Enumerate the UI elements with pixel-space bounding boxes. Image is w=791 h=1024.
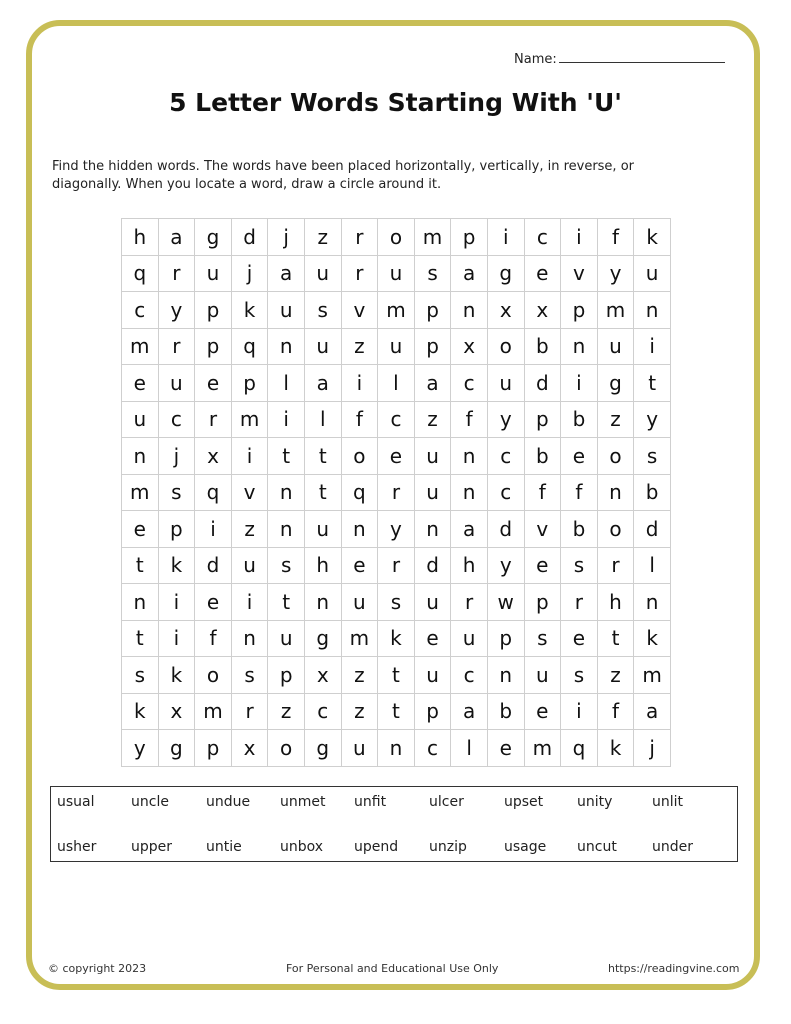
grid-cell[interactable]: g: [304, 730, 341, 767]
grid-cell[interactable]: t: [378, 657, 415, 694]
grid-cell[interactable]: u: [414, 657, 451, 694]
grid-cell[interactable]: b: [634, 474, 671, 511]
grid-cell[interactable]: n: [304, 584, 341, 621]
grid-cell[interactable]: l: [268, 365, 305, 402]
grid-cell[interactable]: e: [414, 620, 451, 657]
grid-cell[interactable]: i: [268, 401, 305, 438]
grid-cell[interactable]: f: [561, 474, 598, 511]
grid-cell[interactable]: u: [158, 365, 195, 402]
grid-cell[interactable]: y: [634, 401, 671, 438]
grid-row: [122, 219, 671, 256]
grid-cell[interactable]: r: [341, 255, 378, 292]
grid-cell[interactable]: k: [597, 730, 634, 767]
grid-cell[interactable]: g: [158, 730, 195, 767]
grid-cell[interactable]: p: [158, 511, 195, 548]
grid-cell[interactable]: e: [524, 255, 561, 292]
grid-cell[interactable]: i: [561, 219, 598, 256]
grid-cell[interactable]: u: [634, 255, 671, 292]
grid-cell[interactable]: y: [378, 511, 415, 548]
grid-cell[interactable]: e: [341, 547, 378, 584]
grid-cell[interactable]: v: [561, 255, 598, 292]
grid-cell[interactable]: e: [487, 730, 524, 767]
grid-cell[interactable]: m: [634, 657, 671, 694]
word-list-item: unmet: [280, 794, 326, 810]
grid-cell[interactable]: m: [597, 292, 634, 329]
grid-cell[interactable]: f: [195, 620, 232, 657]
grid-cell[interactable]: k: [634, 219, 671, 256]
grid-cell[interactable]: s: [378, 584, 415, 621]
grid-cell[interactable]: o: [268, 730, 305, 767]
grid-cell[interactable]: n: [341, 511, 378, 548]
grid-cell[interactable]: n: [451, 438, 488, 475]
grid-cell[interactable]: z: [304, 219, 341, 256]
grid-cell[interactable]: x: [451, 328, 488, 365]
grid-cell[interactable]: u: [414, 584, 451, 621]
grid-cell[interactable]: q: [195, 474, 232, 511]
name-blank: [559, 50, 725, 63]
grid-cell[interactable]: z: [341, 693, 378, 730]
instructions: Find the hidden words. The words have been placed horizontally, vertically, in reverse, or diagonally. When you locate a word, draw a circle around it.: [52, 159, 634, 192]
grid-cell[interactable]: u: [341, 584, 378, 621]
grid-row: [122, 328, 671, 365]
grid-cell[interactable]: t: [304, 438, 341, 475]
grid-cell[interactable]: n: [122, 584, 159, 621]
grid-cell[interactable]: n: [231, 620, 268, 657]
grid-row: [122, 547, 671, 584]
grid-cell[interactable]: o: [195, 657, 232, 694]
grid-cell[interactable]: p: [414, 328, 451, 365]
word-list-item: usher: [57, 839, 97, 855]
grid-cell[interactable]: n: [268, 328, 305, 365]
grid-cell[interactable]: r: [158, 255, 195, 292]
footer-website[interactable]: https://readingvine.com: [608, 962, 740, 975]
grid-cell[interactable]: d: [634, 511, 671, 548]
grid-cell[interactable]: u: [378, 255, 415, 292]
grid-cell[interactable]: h: [451, 547, 488, 584]
word-list-item: unbox: [280, 839, 324, 855]
grid-cell[interactable]: f: [341, 401, 378, 438]
grid-cell[interactable]: l: [634, 547, 671, 584]
grid-cell[interactable]: y: [597, 255, 634, 292]
grid-cell[interactable]: z: [231, 511, 268, 548]
grid-cell[interactable]: e: [122, 365, 159, 402]
grid-cell[interactable]: q: [231, 328, 268, 365]
grid-cell[interactable]: a: [158, 219, 195, 256]
grid-cell[interactable]: c: [487, 438, 524, 475]
grid-cell[interactable]: n: [597, 474, 634, 511]
word-list-item: upper: [131, 839, 173, 855]
grid-cell[interactable]: s: [304, 292, 341, 329]
grid-cell[interactable]: t: [378, 693, 415, 730]
grid-cell[interactable]: n: [634, 292, 671, 329]
grid-cell[interactable]: i: [195, 511, 232, 548]
grid-row: [122, 693, 671, 730]
grid-cell[interactable]: p: [524, 401, 561, 438]
grid-row: [122, 584, 671, 621]
grid-cell[interactable]: l: [451, 730, 488, 767]
grid-cell[interactable]: e: [195, 584, 232, 621]
grid-cell[interactable]: z: [341, 328, 378, 365]
grid-cell[interactable]: u: [378, 328, 415, 365]
grid-cell[interactable]: w: [487, 584, 524, 621]
word-list-item: unlit: [652, 794, 684, 810]
word-list-item: upset: [504, 794, 544, 810]
word-search-grid: [121, 218, 671, 767]
grid-cell[interactable]: g: [487, 255, 524, 292]
grid-cell[interactable]: y: [122, 730, 159, 767]
grid-cell[interactable]: n: [487, 657, 524, 694]
word-list-item: usual: [57, 794, 95, 810]
grid-cell[interactable]: k: [634, 620, 671, 657]
grid-cell[interactable]: z: [268, 693, 305, 730]
grid-cell[interactable]: u: [304, 511, 341, 548]
word-list-item: under: [652, 839, 694, 855]
grid-cell[interactable]: n: [122, 438, 159, 475]
grid-cell[interactable]: i: [487, 219, 524, 256]
grid-cell[interactable]: i: [158, 620, 195, 657]
grid-cell[interactable]: b: [561, 401, 598, 438]
word-list-item: uncle: [131, 794, 169, 810]
grid-cell[interactable]: z: [341, 657, 378, 694]
grid-cell[interactable]: i: [561, 693, 598, 730]
grid-cell[interactable]: b: [524, 438, 561, 475]
grid-cell[interactable]: m: [122, 474, 159, 511]
grid-cell[interactable]: a: [451, 511, 488, 548]
grid-cell[interactable]: k: [122, 693, 159, 730]
grid-cell[interactable]: a: [451, 255, 488, 292]
grid-cell[interactable]: x: [524, 292, 561, 329]
grid-cell[interactable]: f: [524, 474, 561, 511]
grid-cell[interactable]: r: [195, 401, 232, 438]
grid-cell[interactable]: p: [195, 292, 232, 329]
grid-cell[interactable]: r: [158, 328, 195, 365]
grid-cell[interactable]: m: [378, 292, 415, 329]
grid-cell[interactable]: t: [268, 584, 305, 621]
word-list-item: unity: [577, 794, 613, 810]
grid-cell[interactable]: r: [378, 474, 415, 511]
grid-cell[interactable]: u: [195, 255, 232, 292]
grid-cell[interactable]: i: [231, 584, 268, 621]
grid-cell[interactable]: p: [451, 219, 488, 256]
word-list-item: untie: [206, 839, 242, 855]
grid-cell[interactable]: d: [487, 511, 524, 548]
grid-cell[interactable]: t: [304, 474, 341, 511]
grid-cell[interactable]: f: [597, 219, 634, 256]
grid-cell[interactable]: u: [122, 401, 159, 438]
grid-cell[interactable]: q: [341, 474, 378, 511]
grid-cell[interactable]: s: [122, 657, 159, 694]
grid-cell[interactable]: p: [561, 292, 598, 329]
grid-cell[interactable]: s: [414, 255, 451, 292]
grid-cell[interactable]: c: [158, 401, 195, 438]
grid-cell[interactable]: i: [341, 365, 378, 402]
grid-cell[interactable]: n: [561, 328, 598, 365]
grid-cell[interactable]: j: [268, 219, 305, 256]
grid-cell[interactable]: c: [451, 657, 488, 694]
grid-cell[interactable]: o: [378, 219, 415, 256]
grid-cell[interactable]: x: [304, 657, 341, 694]
grid-cell[interactable]: o: [341, 438, 378, 475]
grid-cell[interactable]: c: [414, 730, 451, 767]
grid-cell[interactable]: j: [158, 438, 195, 475]
grid-cell[interactable]: u: [414, 438, 451, 475]
grid-cell[interactable]: r: [231, 693, 268, 730]
grid-cell[interactable]: n: [378, 730, 415, 767]
grid-cell[interactable]: h: [597, 584, 634, 621]
grid-cell[interactable]: e: [195, 365, 232, 402]
grid-row: [122, 511, 671, 548]
grid-cell[interactable]: u: [304, 328, 341, 365]
grid-cell[interactable]: p: [195, 328, 232, 365]
grid-cell[interactable]: c: [524, 219, 561, 256]
grid-cell[interactable]: g: [304, 620, 341, 657]
grid-cell[interactable]: y: [487, 547, 524, 584]
grid-cell[interactable]: c: [487, 474, 524, 511]
grid-cell[interactable]: z: [597, 657, 634, 694]
grid-cell[interactable]: s: [231, 657, 268, 694]
grid-cell[interactable]: u: [451, 620, 488, 657]
grid-cell[interactable]: o: [597, 511, 634, 548]
grid-cell[interactable]: i: [158, 584, 195, 621]
grid-cell[interactable]: j: [231, 255, 268, 292]
grid-cell[interactable]: i: [561, 365, 598, 402]
grid-cell[interactable]: x: [231, 730, 268, 767]
grid-row: [122, 292, 671, 329]
grid-row: [122, 730, 671, 767]
grid-cell[interactable]: k: [158, 547, 195, 584]
page-title: 5 Letter Words Starting With 'U': [169, 88, 622, 117]
grid-row: [122, 255, 671, 292]
grid-cell[interactable]: m: [414, 219, 451, 256]
grid-cell[interactable]: f: [451, 401, 488, 438]
grid-cell[interactable]: e: [561, 438, 598, 475]
grid-cell[interactable]: e: [524, 693, 561, 730]
grid-cell[interactable]: a: [304, 365, 341, 402]
grid-row: [122, 620, 671, 657]
grid-cell[interactable]: u: [304, 255, 341, 292]
word-list-item: uncut: [577, 839, 617, 855]
grid-cell[interactable]: r: [597, 547, 634, 584]
grid-cell[interactable]: e: [122, 511, 159, 548]
word-list-item: ulcer: [429, 794, 464, 810]
grid-cell[interactable]: a: [634, 693, 671, 730]
grid-cell[interactable]: j: [634, 730, 671, 767]
grid-cell[interactable]: v: [231, 474, 268, 511]
grid-cell[interactable]: f: [597, 693, 634, 730]
grid-cell[interactable]: d: [524, 365, 561, 402]
grid-cell[interactable]: l: [378, 365, 415, 402]
grid-cell[interactable]: s: [561, 547, 598, 584]
grid-cell[interactable]: b: [561, 511, 598, 548]
word-list-item: undue: [206, 794, 251, 810]
grid-cell[interactable]: l: [304, 401, 341, 438]
grid-cell[interactable]: c: [378, 401, 415, 438]
grid-cell[interactable]: e: [561, 620, 598, 657]
word-list-item: usage: [504, 839, 547, 855]
grid-cell[interactable]: e: [524, 547, 561, 584]
grid-cell[interactable]: a: [268, 255, 305, 292]
grid-cell[interactable]: r: [451, 584, 488, 621]
grid-row: [122, 438, 671, 475]
grid-cell[interactable]: s: [561, 657, 598, 694]
grid-cell[interactable]: p: [195, 730, 232, 767]
grid-cell[interactable]: p: [487, 620, 524, 657]
grid-cell[interactable]: t: [122, 547, 159, 584]
grid-cell[interactable]: r: [378, 547, 415, 584]
grid-cell[interactable]: s: [634, 438, 671, 475]
grid-cell[interactable]: g: [195, 219, 232, 256]
grid-cell[interactable]: h: [304, 547, 341, 584]
grid-cell[interactable]: m: [524, 730, 561, 767]
grid-cell[interactable]: r: [341, 219, 378, 256]
grid-cell[interactable]: m: [195, 693, 232, 730]
grid-cell[interactable]: v: [341, 292, 378, 329]
grid-cell[interactable]: u: [231, 547, 268, 584]
grid-cell[interactable]: n: [268, 474, 305, 511]
grid-cell[interactable]: k: [231, 292, 268, 329]
grid-cell[interactable]: b: [487, 693, 524, 730]
grid-cell[interactable]: u: [524, 657, 561, 694]
grid-cell[interactable]: c: [122, 292, 159, 329]
grid-cell[interactable]: y: [158, 292, 195, 329]
grid-cell[interactable]: u: [414, 474, 451, 511]
grid-cell[interactable]: m: [122, 328, 159, 365]
grid-row: [122, 657, 671, 694]
grid-cell[interactable]: k: [158, 657, 195, 694]
grid-cell[interactable]: c: [451, 365, 488, 402]
grid-row: [122, 474, 671, 511]
grid-cell[interactable]: p: [414, 693, 451, 730]
word-list-box: [50, 786, 738, 862]
grid-cell[interactable]: s: [158, 474, 195, 511]
grid-cell[interactable]: u: [597, 328, 634, 365]
word-list-item: unfit: [354, 794, 387, 810]
grid-cell[interactable]: d: [195, 547, 232, 584]
grid-cell[interactable]: c: [304, 693, 341, 730]
grid-cell[interactable]: b: [524, 328, 561, 365]
grid-cell[interactable]: o: [597, 438, 634, 475]
grid-cell[interactable]: u: [268, 620, 305, 657]
grid-cell[interactable]: g: [597, 365, 634, 402]
grid-cell[interactable]: p: [231, 365, 268, 402]
grid-cell[interactable]: x: [487, 292, 524, 329]
grid-cell[interactable]: p: [268, 657, 305, 694]
grid-cell[interactable]: x: [158, 693, 195, 730]
grid-cell[interactable]: q: [122, 255, 159, 292]
grid-cell[interactable]: t: [634, 365, 671, 402]
footer-usage: For Personal and Educational Use Only: [286, 962, 499, 975]
grid-cell[interactable]: s: [268, 547, 305, 584]
grid-cell[interactable]: n: [268, 511, 305, 548]
grid-cell[interactable]: o: [487, 328, 524, 365]
footer-copyright: © copyright 2023: [48, 962, 147, 975]
grid-cell[interactable]: n: [414, 511, 451, 548]
grid-cell[interactable]: z: [414, 401, 451, 438]
grid-cell[interactable]: y: [487, 401, 524, 438]
grid-cell[interactable]: a: [451, 693, 488, 730]
grid-cell[interactable]: d: [231, 219, 268, 256]
grid-cell[interactable]: u: [341, 730, 378, 767]
grid-row: [122, 401, 671, 438]
grid-cell[interactable]: m: [231, 401, 268, 438]
grid-cell[interactable]: n: [634, 584, 671, 621]
grid-cell[interactable]: n: [451, 474, 488, 511]
word-list-item: upend: [354, 839, 399, 855]
grid-cell[interactable]: x: [195, 438, 232, 475]
grid-cell[interactable]: e: [378, 438, 415, 475]
grid-cell[interactable]: t: [268, 438, 305, 475]
grid-cell[interactable]: q: [561, 730, 598, 767]
grid-cell[interactable]: h: [122, 219, 159, 256]
grid-cell[interactable]: p: [524, 584, 561, 621]
grid-cell[interactable]: m: [341, 620, 378, 657]
grid-cell[interactable]: p: [414, 292, 451, 329]
grid-cell[interactable]: u: [487, 365, 524, 402]
grid-cell[interactable]: i: [231, 438, 268, 475]
grid-cell[interactable]: s: [524, 620, 561, 657]
grid-cell[interactable]: r: [561, 584, 598, 621]
grid-cell[interactable]: z: [597, 401, 634, 438]
grid-cell[interactable]: a: [414, 365, 451, 402]
grid-cell[interactable]: k: [378, 620, 415, 657]
name-label: Name:: [514, 52, 557, 67]
grid-cell[interactable]: n: [451, 292, 488, 329]
word-list-item: unzip: [429, 839, 467, 855]
grid-cell[interactable]: i: [634, 328, 671, 365]
grid-cell[interactable]: d: [414, 547, 451, 584]
grid-cell[interactable]: t: [597, 620, 634, 657]
grid-row: [122, 365, 671, 402]
grid-cell[interactable]: t: [122, 620, 159, 657]
grid-cell[interactable]: v: [524, 511, 561, 548]
name-field: [514, 50, 725, 67]
grid-cell[interactable]: u: [268, 292, 305, 329]
